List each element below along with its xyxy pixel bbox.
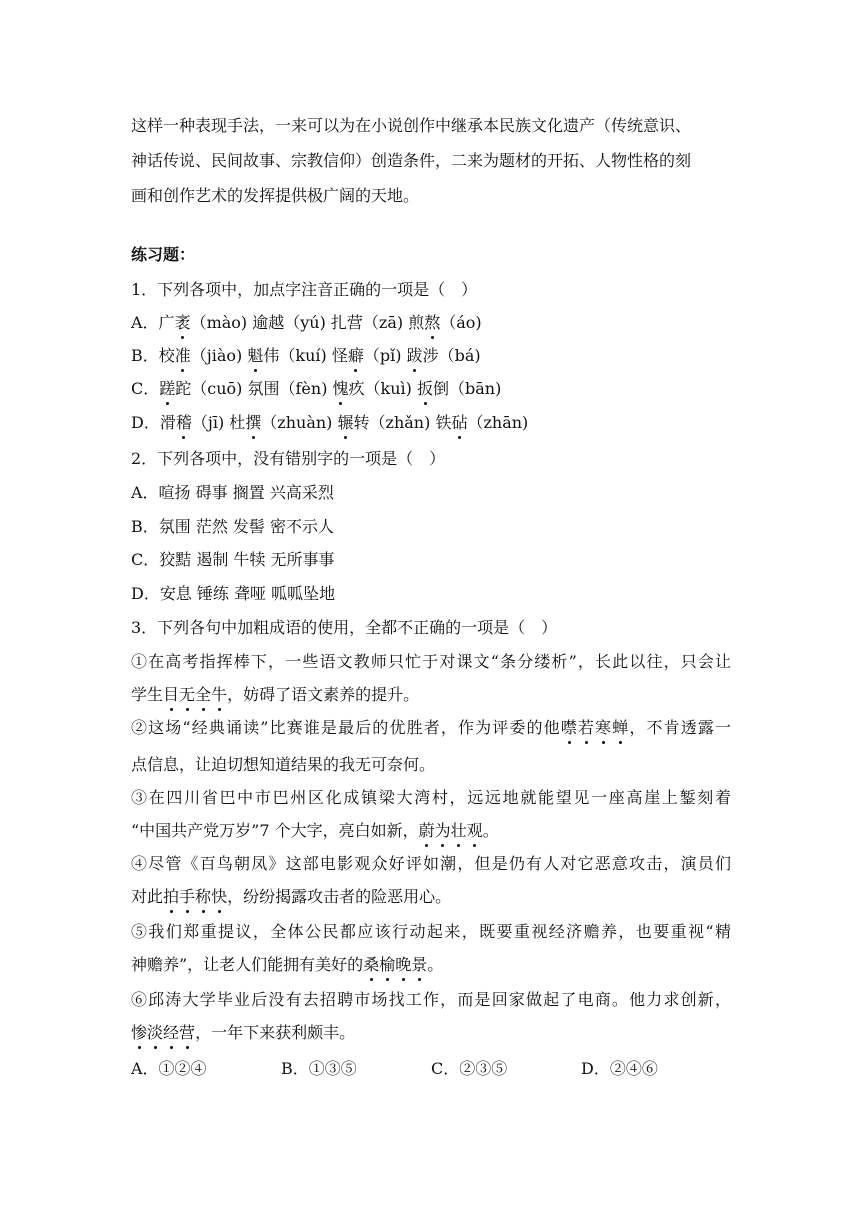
q3-options bbox=[131, 1058, 658, 1080]
dotted-char: 晚 bbox=[395, 955, 412, 974]
dotted-char: 辗 bbox=[337, 413, 354, 432]
q3-sentence-2-line-2: 点信息，让迫切想知道结果的我无可奈何。 bbox=[131, 755, 436, 774]
q1-option-b bbox=[131, 345, 481, 367]
q3-option-d: D．②④⑥ bbox=[581, 1059, 658, 1078]
q1-d-text: （zhān) bbox=[467, 413, 529, 432]
q1-d-text: 转（zhǎn) 铁 bbox=[353, 413, 452, 432]
q1-option-c bbox=[131, 378, 501, 400]
q3-option-c: C．②③⑤ bbox=[431, 1059, 508, 1078]
dotted-char: 跋 bbox=[406, 346, 423, 365]
q1-c-text: C． bbox=[131, 379, 160, 398]
idiom bbox=[163, 887, 227, 906]
idiom bbox=[419, 821, 483, 840]
dotted-char: 袤 bbox=[174, 313, 191, 332]
q3-sentence-2-line-1 bbox=[131, 717, 731, 739]
sentence-text: 。 bbox=[427, 955, 444, 974]
dotted-char: 愧 bbox=[332, 379, 349, 398]
q3-sentence-5-line-1: ⑤我们郑重提议，全体公民都应该行动起来，既要重视经济赡养，也要重视“精 bbox=[131, 922, 731, 941]
q1-c-text: 疚（kuì) bbox=[348, 379, 417, 398]
q1-b-text: 伟（kuí) 怪 bbox=[263, 346, 348, 365]
dotted-char: 魁 bbox=[247, 346, 264, 365]
dotted-char: 淡 bbox=[147, 1023, 164, 1042]
sentence-text: 。 bbox=[482, 821, 499, 840]
sentence-text: “中国共产党万岁”7 个大字，亮白如新， bbox=[131, 821, 419, 840]
q3-sentence-6-line-1: ⑥邱涛大学毕业后没有去招聘市场找工作，而是回家做起了电商。他力求创新， bbox=[131, 990, 731, 1009]
dotted-char: 撰 bbox=[245, 413, 262, 432]
idiom bbox=[131, 1023, 195, 1042]
intro-line: 神话传说、民间故事、宗教信仰）创造条件，二来为题材的开拓、人物性格的刻 bbox=[131, 151, 692, 170]
dotted-char: 观 bbox=[466, 821, 483, 840]
q1-d-text: （jī) 杜 bbox=[191, 413, 246, 432]
dotted-char: 蹉 bbox=[159, 379, 176, 398]
dotted-char: 目 bbox=[163, 685, 180, 704]
q3-sentence-3-line-2 bbox=[131, 820, 499, 842]
dotted-char: 稽 bbox=[175, 413, 192, 432]
dotted-char: 噤 bbox=[560, 718, 578, 737]
intro-paragraph bbox=[131, 108, 731, 213]
dotted-char: 扳 bbox=[417, 379, 434, 398]
dotted-char: 营 bbox=[179, 1023, 196, 1042]
dotted-char: 熬 bbox=[424, 313, 441, 332]
dotted-char: 全 bbox=[195, 685, 212, 704]
q2-option-b: B．氛围 茫然 发髻 密不示人 bbox=[131, 517, 335, 536]
q1-b-text: （jiào) bbox=[190, 346, 248, 365]
dotted-char: 桑 bbox=[363, 955, 380, 974]
q1-a-text: （mào) 逾越（yú) 扎营（zā) 煎 bbox=[190, 313, 425, 332]
dotted-char: 无 bbox=[179, 685, 196, 704]
sentence-text: 对此 bbox=[131, 887, 164, 906]
q2-option-d: D．安息 锤练 聋哑 呱呱坠地 bbox=[131, 584, 336, 603]
q2-stem: 2．下列各项中，没有错别字的一项是（ ） bbox=[131, 449, 446, 468]
q1-option-a bbox=[131, 312, 482, 334]
dotted-char: 景 bbox=[411, 955, 428, 974]
dotted-char: 拍 bbox=[163, 887, 180, 906]
sentence-text: 神赡养”，让老人们能拥有美好的 bbox=[131, 955, 364, 974]
q3-sentence-4-line-2 bbox=[131, 886, 451, 908]
idiom bbox=[163, 685, 227, 704]
sentence-text: ，不肯透露一 bbox=[629, 718, 731, 737]
idiom bbox=[363, 955, 427, 974]
dotted-char: 癖 bbox=[347, 346, 364, 365]
sentence-text: ，一年下来获利颇丰。 bbox=[195, 1023, 356, 1042]
dotted-char: 为 bbox=[434, 821, 451, 840]
dotted-char: 若 bbox=[577, 718, 596, 737]
q1-b-text: B．校 bbox=[131, 346, 175, 365]
dotted-char: 牛 bbox=[211, 685, 228, 704]
sentence-text: 学生 bbox=[131, 685, 164, 704]
dotted-char: 壮 bbox=[450, 821, 467, 840]
q2-option-c: C．狡黠 遏制 牛犊 无所事事 bbox=[131, 550, 335, 569]
q2-option-a: A．喧扬 碍事 搁置 兴高采烈 bbox=[131, 483, 334, 502]
intro-line: 画和创作艺术的发挥提供极广阔的天地。 bbox=[131, 186, 420, 205]
dotted-char: 蔚 bbox=[418, 821, 435, 840]
q1-d-text: （zhuàn) bbox=[261, 413, 338, 432]
dotted-char: 惨 bbox=[131, 1023, 148, 1042]
q1-a-text: A．广 bbox=[131, 313, 175, 332]
q3-option-a: A．①②④ bbox=[131, 1059, 207, 1078]
q3-sentence-3-line-1: ③在四川省巴中市巴州区化成镇梁大湾村，远远地就能望见一座高崖上錾刻着 bbox=[131, 788, 731, 807]
dotted-char: 经 bbox=[163, 1023, 180, 1042]
q1-option-d bbox=[131, 412, 528, 434]
dotted-char: 快 bbox=[211, 887, 228, 906]
intro-line: 这样一种表现手法，一来可以为在小说创作中继承本民族文化遗产（传统意识、 bbox=[131, 116, 692, 135]
q1-stem: 1．下列各项中，加点字注音正确的一项是（ ） bbox=[131, 280, 478, 299]
dotted-char: 砧 bbox=[451, 413, 468, 432]
q1-a-text: （áo) bbox=[440, 313, 482, 332]
dotted-char: 准 bbox=[174, 346, 191, 365]
q3-option-b: B．①③⑤ bbox=[281, 1059, 357, 1078]
q3-sentence-1-line-2 bbox=[131, 684, 419, 706]
dotted-char: 手 bbox=[179, 887, 196, 906]
sentence-text: ，纷纷揭露攻击者的险恶用心。 bbox=[227, 887, 452, 906]
q1-b-text: 涉（bá) bbox=[422, 346, 481, 365]
dotted-char: 蝉 bbox=[612, 718, 630, 737]
idiom bbox=[561, 718, 630, 737]
q1-d-text: D．滑 bbox=[131, 413, 176, 432]
q1-c-text: 跎（cuō) 氛围（fèn) bbox=[175, 379, 333, 398]
q3-sentence-5-line-2 bbox=[131, 954, 443, 976]
q3-sentence-1-line-1: ①在高考指挥棒下，一些语文教师只忙于对课文“条分缕析”，长此以往，只会让 bbox=[131, 652, 731, 671]
sentence-text: ②这场“经典诵读”比赛谁是最后的优胜者，作为评委的他 bbox=[131, 718, 561, 737]
dotted-char: 寒 bbox=[595, 718, 613, 737]
q3-sentence-6-line-2 bbox=[131, 1022, 355, 1044]
q3-stem: 3．下列各句中加粗成语的使用，全都不正确的一项是（ ） bbox=[131, 618, 558, 637]
dotted-char: 称 bbox=[195, 887, 212, 906]
q1-b-text: （pǐ) bbox=[363, 346, 407, 365]
sentence-text: ，妨碍了语文素养的提升。 bbox=[227, 685, 420, 704]
dotted-char: 榆 bbox=[379, 955, 396, 974]
q3-sentence-4-line-1: ④尽管《百鸟朝凤》这部电影观众好评如潮，但是仍有人对它恶意攻击，演员们 bbox=[131, 854, 731, 873]
q1-c-text: 倒（bān) bbox=[433, 379, 502, 398]
exercise-heading: 练习题： bbox=[131, 245, 196, 264]
